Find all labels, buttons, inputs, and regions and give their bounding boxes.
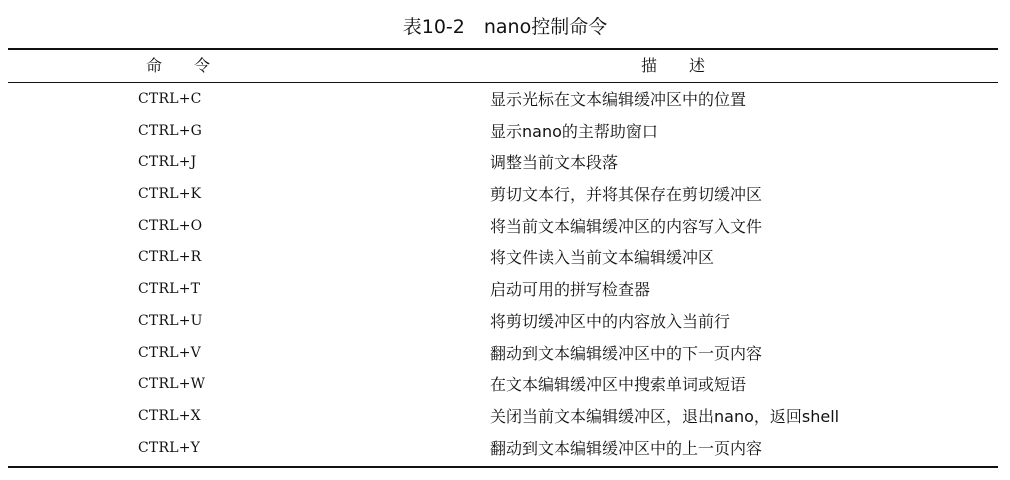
table-row	[8, 180, 998, 212]
table-caption: 表10-2 nano控制命令	[402, 16, 608, 38]
description-cell: 将剪切缓冲区中的内容放入当前行	[490, 311, 731, 331]
description-cell: 显示nano的主帮助窗口	[490, 121, 658, 141]
table-row	[8, 370, 998, 402]
table-row	[8, 434, 998, 466]
table-bottom-rule	[8, 466, 998, 468]
table-row	[8, 339, 998, 371]
description-cell: 启动可用的拼写检查器	[490, 280, 651, 300]
description-cell: 关闭当前文本编辑缓冲区，退出nano，返回shell	[490, 406, 840, 426]
command-cell: CTRL+T	[138, 281, 201, 298]
description-cell: 剪切文本行，并将其保存在剪切缓冲区	[490, 185, 763, 205]
table-row	[8, 85, 998, 117]
description-cell: 将文件读入当前文本编辑缓冲区	[490, 248, 715, 268]
command-cell: CTRL+C	[138, 91, 202, 107]
command-cell: CTRL+O	[138, 217, 203, 234]
description-cell: 调整当前文本段落	[490, 153, 619, 173]
description-cell: 显示光标在文本编辑缓冲区中的位置	[490, 90, 747, 109]
command-cell: CTRL+K	[138, 186, 202, 203]
table-row	[8, 307, 998, 339]
table-row	[8, 117, 998, 149]
column-header-description: 描 述	[640, 56, 705, 75]
command-cell: CTRL+R	[138, 249, 202, 266]
table-row	[8, 212, 998, 244]
description-cell: 翻动到文本编辑缓冲区中的下一页内容	[490, 343, 763, 363]
column-header-command: 命 令	[145, 56, 210, 75]
command-cell: CTRL+Y	[138, 439, 201, 456]
table-row	[8, 275, 998, 307]
command-cell: CTRL+J	[138, 154, 197, 171]
command-cell: CTRL+G	[138, 122, 203, 139]
table-header	[8, 52, 998, 80]
description-cell: 将当前文本编辑缓冲区的内容写入文件	[490, 216, 763, 236]
description-cell: 翻动到文本编辑缓冲区中的上一页内容	[490, 438, 763, 458]
description-cell: 在文本编辑缓冲区中搜索单词或短语	[490, 375, 747, 395]
command-cell: CTRL+X	[138, 407, 201, 424]
table-body	[8, 85, 998, 465]
table-row	[8, 402, 998, 434]
command-cell: CTRL+W	[138, 376, 206, 393]
command-cell: CTRL+U	[138, 312, 203, 329]
command-cell: CTRL+V	[138, 344, 201, 361]
table-row	[8, 148, 998, 180]
table-header-rule	[8, 82, 998, 83]
table-top-rule	[8, 48, 998, 50]
table-row	[8, 243, 998, 275]
